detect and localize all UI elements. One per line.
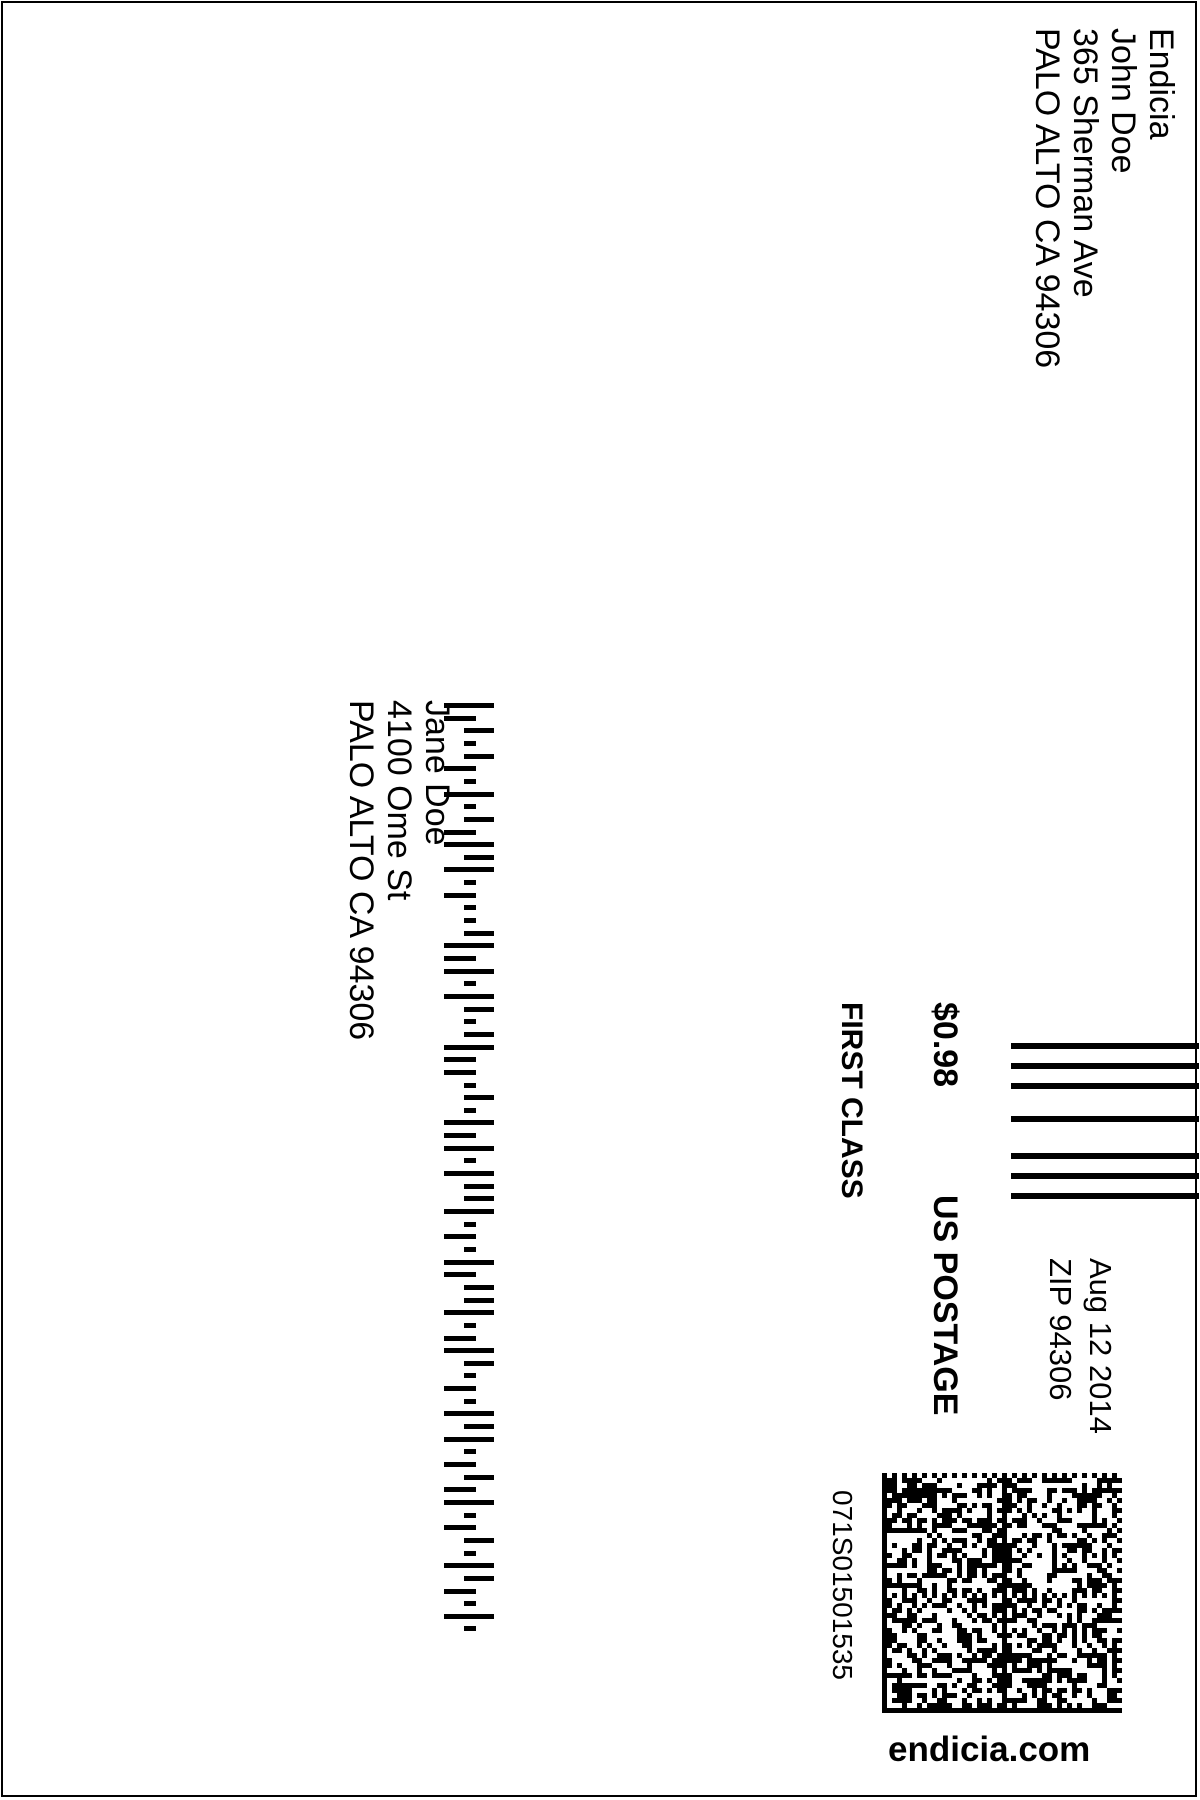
imb-bar <box>464 1399 476 1404</box>
delivery-address <box>342 700 456 1040</box>
imb-bar <box>444 1272 476 1277</box>
matrix-module <box>942 1553 947 1558</box>
matrix-module <box>892 1543 897 1548</box>
matrix-module <box>1092 1553 1097 1558</box>
matrix-module <box>1102 1628 1107 1633</box>
imb-bar <box>444 1487 476 1492</box>
matrix-module <box>967 1508 972 1513</box>
matrix-module <box>917 1548 922 1553</box>
imb-bar <box>444 1411 494 1416</box>
website: endicia.com <box>888 1730 1091 1769</box>
matrix-module <box>987 1688 992 1693</box>
matrix-module <box>1062 1498 1067 1503</box>
matrix-module <box>977 1493 982 1498</box>
imb-bar <box>444 1336 476 1341</box>
matrix-module <box>1017 1658 1022 1663</box>
matrix-module <box>1102 1593 1107 1598</box>
matrix-module <box>1062 1633 1067 1638</box>
imb-bar <box>444 1171 494 1176</box>
matrix-module <box>1067 1518 1072 1523</box>
imb-bar <box>464 1032 494 1037</box>
imb-bar <box>444 1057 476 1062</box>
imb-bar <box>464 905 476 910</box>
imb-bar <box>444 1234 476 1239</box>
imb-bar <box>464 1285 494 1290</box>
imb-bar <box>464 1551 476 1556</box>
imb-bar <box>444 1209 494 1214</box>
imb-bar <box>444 1437 494 1442</box>
imb-bar <box>464 981 476 986</box>
matrix-module <box>1117 1618 1122 1623</box>
return-address-line: Endicia <box>1142 28 1180 140</box>
imb-bar <box>464 931 494 936</box>
matrix-module <box>922 1673 927 1678</box>
matrix-module <box>1047 1498 1052 1503</box>
imb-bar <box>464 1095 494 1100</box>
matrix-module <box>1007 1568 1012 1573</box>
return-address-line: 365 Sherman Ave <box>1066 28 1104 298</box>
matrix-module <box>1117 1648 1122 1653</box>
matrix-module <box>1027 1478 1032 1483</box>
matrix-module <box>1047 1598 1052 1603</box>
matrix-module <box>982 1638 987 1643</box>
matrix-module <box>947 1598 952 1603</box>
serial-number: 071S01501535 <box>827 1490 858 1680</box>
imb-bar <box>464 1626 476 1631</box>
imb-bar <box>444 1589 476 1594</box>
matrix-module <box>952 1693 957 1698</box>
matrix-module <box>1037 1553 1042 1558</box>
matrix-module <box>1062 1533 1067 1538</box>
imb-bar <box>464 1373 476 1378</box>
imb-bar <box>444 1310 494 1315</box>
matrix-module <box>1097 1503 1102 1508</box>
imb-bar <box>464 1361 494 1366</box>
matrix-module <box>987 1493 992 1498</box>
matrix-module <box>1032 1543 1037 1548</box>
matrix-module <box>922 1653 927 1658</box>
matrix-module <box>917 1508 922 1513</box>
imb-bar <box>464 1222 476 1227</box>
postage-date: Aug 12 2014 <box>1083 1258 1118 1434</box>
matrix-module <box>952 1683 957 1688</box>
matrix-module <box>947 1673 952 1678</box>
matrix-module <box>887 1503 892 1508</box>
matrix-module <box>1007 1508 1012 1513</box>
matrix-module <box>1052 1488 1057 1493</box>
imb-bar <box>444 1500 494 1505</box>
matrix-module <box>1082 1608 1087 1613</box>
imb-bar <box>464 1019 476 1024</box>
imb-bar <box>464 1007 494 1012</box>
matrix-module <box>1117 1608 1122 1613</box>
imb-bar <box>464 1475 494 1480</box>
matrix-module <box>1102 1583 1107 1588</box>
matrix-module <box>1117 1528 1122 1533</box>
matrix-module <box>982 1553 987 1558</box>
return-address-line: John Doe <box>1104 28 1142 174</box>
matrix-module <box>1117 1698 1122 1703</box>
imb-bar <box>464 1424 494 1429</box>
matrix-module <box>1067 1508 1072 1513</box>
matrix-module <box>1052 1573 1057 1578</box>
matrix-module <box>1012 1618 1017 1623</box>
fim-bar <box>1011 1116 1199 1122</box>
matrix-module <box>897 1648 902 1653</box>
matrix-module <box>972 1503 977 1508</box>
matrix-module <box>952 1518 957 1523</box>
matrix-module <box>902 1503 907 1508</box>
matrix-module <box>932 1543 937 1548</box>
matrix-module <box>1027 1563 1032 1568</box>
matrix-module <box>917 1608 922 1613</box>
matrix-module <box>1032 1498 1037 1503</box>
matrix-module <box>1097 1493 1102 1498</box>
imb-bar <box>444 1525 476 1530</box>
fim-bar <box>1011 1043 1199 1049</box>
matrix-module <box>1022 1523 1027 1528</box>
matrix-module <box>1052 1658 1057 1663</box>
postage-zip: ZIP 94306 <box>1043 1258 1078 1401</box>
matrix-module <box>892 1518 897 1523</box>
matrix-module <box>1027 1548 1032 1553</box>
matrix-module <box>1117 1558 1122 1563</box>
matrix-module <box>1072 1548 1077 1553</box>
matrix-module <box>992 1483 997 1488</box>
matrix-module <box>897 1608 902 1613</box>
matrix-module <box>1117 1568 1122 1573</box>
matrix-module <box>1017 1498 1022 1503</box>
matrix-module <box>1117 1588 1122 1593</box>
fim-bar <box>1011 1063 1199 1069</box>
matrix-module <box>957 1483 962 1488</box>
matrix-module <box>972 1573 977 1578</box>
fim-bar <box>1011 1193 1199 1199</box>
matrix-module <box>1027 1668 1032 1673</box>
matrix-module <box>1017 1643 1022 1648</box>
matrix-module <box>1117 1668 1122 1673</box>
matrix-module <box>1117 1678 1122 1683</box>
imb-bar <box>444 1120 494 1125</box>
imb-bar <box>444 1146 494 1151</box>
imb-bar <box>444 1260 494 1265</box>
matrix-module <box>952 1593 957 1598</box>
matrix-module <box>1032 1598 1037 1603</box>
matrix-module <box>1117 1708 1122 1713</box>
matrix-module <box>1007 1523 1012 1528</box>
matrix-module <box>1057 1678 1062 1683</box>
matrix-module <box>1037 1613 1042 1618</box>
imb-bar <box>444 1348 494 1353</box>
imb-bar <box>464 1158 476 1163</box>
matrix-module <box>1057 1603 1062 1608</box>
matrix-module <box>962 1473 967 1478</box>
matrix-module <box>947 1568 952 1573</box>
imb-bar <box>464 804 476 809</box>
matrix-module <box>1117 1508 1122 1513</box>
matrix-module <box>1107 1563 1112 1568</box>
imb-bar <box>464 1576 494 1581</box>
matrix-module <box>1042 1513 1047 1518</box>
imb-bar <box>464 741 476 746</box>
matrix-module <box>1017 1538 1022 1543</box>
imb-bar <box>464 1323 476 1328</box>
matrix-module <box>947 1608 952 1613</box>
matrix-module <box>922 1603 927 1608</box>
imb-bar <box>444 1070 476 1075</box>
imb-bar <box>464 1513 476 1518</box>
imb-bar <box>464 817 494 822</box>
matrix-module <box>972 1543 977 1548</box>
matrix-module <box>1072 1568 1077 1573</box>
matrix-module <box>887 1553 892 1558</box>
matrix-module <box>1007 1683 1012 1688</box>
imb-bar <box>464 1601 476 1606</box>
matrix-module <box>1117 1628 1122 1633</box>
matrix-module <box>1117 1548 1122 1553</box>
imb-bar <box>464 754 494 759</box>
matrix-module <box>1117 1578 1122 1583</box>
matrix-module <box>902 1563 907 1568</box>
matrix-module <box>957 1678 962 1683</box>
imb-bar <box>444 1462 476 1467</box>
fim-bar <box>1011 1153 1199 1159</box>
imb-bar <box>464 1184 494 1189</box>
matrix-module <box>922 1683 927 1688</box>
matrix-module <box>1117 1488 1122 1493</box>
matrix-module <box>1072 1658 1077 1663</box>
matrix-module <box>1082 1678 1087 1683</box>
matrix-module <box>1007 1633 1012 1638</box>
imb-bar <box>444 1133 476 1138</box>
matrix-module <box>962 1528 967 1533</box>
matrix-module <box>992 1563 997 1568</box>
imb-bar <box>464 1196 494 1201</box>
matrix-module <box>1117 1598 1122 1603</box>
imb-bar <box>464 728 494 733</box>
postage-date-zip <box>1040 1258 1120 1434</box>
imb-bar <box>444 1563 494 1568</box>
imb-bar <box>464 855 494 860</box>
matrix-module <box>1057 1613 1062 1618</box>
matrix-module <box>1072 1473 1077 1478</box>
matrix-module <box>942 1643 947 1648</box>
matrix-module <box>922 1518 927 1523</box>
imb-bar <box>464 1247 476 1252</box>
fim-bar <box>1011 1083 1199 1089</box>
matrix-module <box>1072 1693 1077 1698</box>
matrix-module <box>932 1593 937 1598</box>
imb-bar <box>464 918 476 923</box>
matrix-module <box>907 1673 912 1678</box>
matrix-module <box>1117 1658 1122 1663</box>
matrix-module <box>942 1493 947 1498</box>
matrix-module <box>982 1603 987 1608</box>
matrix-module <box>1117 1638 1122 1643</box>
matrix-module <box>892 1593 897 1598</box>
imb-bar <box>464 1108 476 1113</box>
imb-bar <box>464 779 476 784</box>
imb-bar <box>444 1045 494 1050</box>
matrix-module <box>1117 1688 1122 1693</box>
matrix-module <box>1062 1593 1067 1598</box>
imb-bar <box>464 1298 494 1303</box>
delivery-address-line: Jane Doe <box>418 700 456 846</box>
imb-bar <box>464 880 476 885</box>
matrix-module <box>887 1663 892 1668</box>
matrix-module <box>1117 1498 1122 1503</box>
imb-bar <box>464 1538 494 1543</box>
matrix-module <box>902 1628 907 1633</box>
delivery-address-line: 4100 Ome St <box>380 700 418 901</box>
matrix-module <box>1062 1688 1067 1693</box>
matrix-module <box>1092 1538 1097 1543</box>
matrix-module <box>1047 1678 1052 1683</box>
matrix-module <box>912 1563 917 1568</box>
matrix-module <box>972 1473 977 1478</box>
fim-bar <box>1011 1173 1199 1179</box>
matrix-module <box>977 1688 982 1693</box>
matrix-module <box>1092 1593 1097 1598</box>
imb-bar <box>464 1449 476 1454</box>
matrix-module <box>1082 1473 1087 1478</box>
matrix-module <box>1022 1698 1027 1703</box>
matrix-module <box>942 1473 947 1478</box>
return-address <box>1028 28 1180 368</box>
matrix-module <box>1082 1593 1087 1598</box>
imb-bar <box>444 1614 494 1619</box>
matrix-module <box>977 1678 982 1683</box>
return-address-line: PALO ALTO CA 94306 <box>1028 28 1066 369</box>
imb-bar <box>444 1386 476 1391</box>
matrix-module <box>1022 1553 1027 1558</box>
matrix-module <box>962 1493 967 1498</box>
postage-price: $0.98 <box>926 1002 964 1088</box>
matrix-module <box>1082 1503 1087 1508</box>
imb-bar <box>464 1083 476 1088</box>
delivery-address-line: PALO ALTO CA 94306 <box>342 700 380 1041</box>
matrix-module <box>1042 1503 1047 1508</box>
mail-class: FIRST CLASS <box>835 1002 868 1199</box>
matrix-module <box>922 1473 927 1478</box>
matrix-module <box>1117 1478 1122 1483</box>
matrix-module <box>952 1578 957 1583</box>
matrix-module <box>952 1473 957 1478</box>
matrix-module <box>907 1698 912 1703</box>
postage-label: US POSTAGE <box>926 1195 964 1416</box>
matrix-module <box>1037 1648 1042 1653</box>
matrix-module <box>967 1693 972 1698</box>
matrix-module <box>1037 1533 1042 1538</box>
matrix-module <box>992 1593 997 1598</box>
matrix-module <box>1032 1473 1037 1478</box>
matrix-module <box>962 1543 967 1548</box>
matrix-module <box>1057 1638 1062 1643</box>
matrix-module <box>972 1618 977 1623</box>
matrix-module <box>1117 1518 1122 1523</box>
matrix-module <box>967 1578 972 1583</box>
matrix-module <box>1077 1508 1082 1513</box>
matrix-module <box>917 1623 922 1628</box>
matrix-module <box>1062 1653 1067 1658</box>
matrix-module <box>1067 1478 1072 1483</box>
matrix-module <box>1117 1538 1122 1543</box>
matrix-module <box>1027 1488 1032 1493</box>
matrix-module <box>1077 1688 1082 1693</box>
matrix-module <box>977 1538 982 1543</box>
matrix-module <box>1047 1578 1052 1583</box>
matrix-module <box>937 1628 942 1633</box>
matrix-module <box>1067 1603 1072 1608</box>
matrix-module <box>937 1478 942 1483</box>
